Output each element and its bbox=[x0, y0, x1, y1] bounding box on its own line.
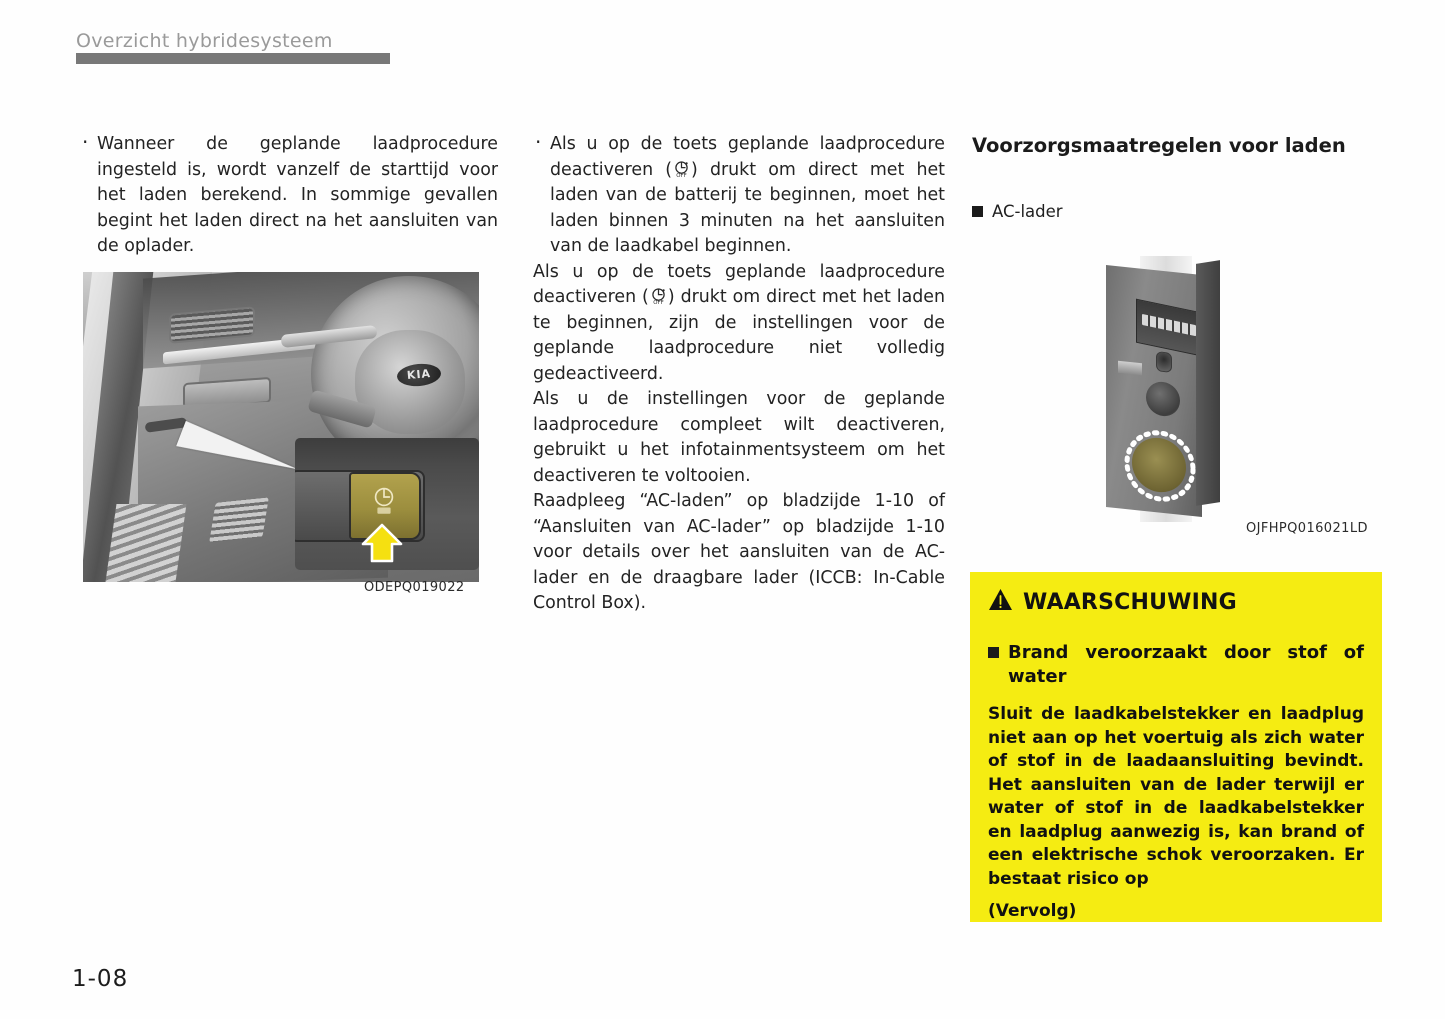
highlight-arrow-icon bbox=[359, 522, 405, 568]
square-bullet-icon bbox=[972, 206, 983, 217]
middle-para-2-text-a: Als u op de toets geplande laadprocedure deactiveren ( bbox=[533, 261, 945, 307]
header-rule bbox=[76, 53, 390, 64]
warning-bullet bbox=[988, 641, 1364, 689]
sub-heading-label: AC-lader bbox=[992, 202, 1063, 221]
column-right bbox=[972, 132, 1384, 221]
warning-triangle-icon bbox=[988, 588, 1013, 617]
warning-bullet-label: Brand veroorzaakt door stof of water bbox=[1008, 642, 1364, 687]
charge-off-icon bbox=[369, 484, 399, 518]
charge-off-icon bbox=[672, 160, 691, 179]
middle-bullet-1 bbox=[533, 132, 945, 260]
charger-lock-icon bbox=[1156, 351, 1172, 373]
left-bullet-1: · Wanneer de geplande laadprocedure ingesteld is, wordt vanzelf de starttijd voor het laden berekend. In sommige gevallen begint het laden direct na het aansluiten van de oplader. bbox=[80, 132, 498, 260]
page-number: 1-08 bbox=[72, 966, 129, 992]
figure-caption-right: OJFHPQ016021LD bbox=[1246, 521, 1368, 536]
section-heading: Voorzorgsmaatregelen voor laden bbox=[972, 134, 1346, 157]
svg-text:OFF: OFF bbox=[676, 172, 687, 179]
charger-digits bbox=[1142, 314, 1196, 336]
pedal bbox=[209, 497, 269, 542]
svg-text:OFF: OFF bbox=[653, 300, 664, 306]
running-header bbox=[72, 30, 412, 70]
charger-card-slot bbox=[1118, 361, 1142, 376]
middle-para-2 bbox=[533, 260, 945, 388]
highlight-dotted-ring bbox=[1122, 424, 1198, 508]
warning-title-row bbox=[988, 588, 1364, 617]
warning-body-text: Sluit de laadkabelstekker en laadplug niet aan op het voertuig als zich water of stof in de laadaansluiting bevindt. Het aansluiten van de lader terwijl er water of stof in de laadkabelstekker en laadplug aanwezig is, kan brand of een elektrische schok veroorzaken. Er bestaat risico op bbox=[988, 704, 1364, 889]
warning-box bbox=[970, 572, 1382, 922]
middle-para-2-text-b: ) drukt om direct met het laden te beginnen, zijn de instellingen voor de geplande laadprocedure niet volledig gedeactiveerd. bbox=[533, 287, 945, 384]
charger-display bbox=[1136, 299, 1202, 357]
warning-title-label: WAARSCHUWING bbox=[1023, 590, 1237, 615]
door-sill bbox=[106, 504, 187, 582]
column-left bbox=[80, 132, 498, 260]
square-bullet-icon bbox=[988, 647, 999, 658]
column-middle bbox=[533, 132, 945, 617]
figure-caption-left: ODEPQ019022 bbox=[364, 580, 465, 595]
charge-off-icon bbox=[649, 287, 668, 306]
middle-bullet-1-text-a: Als u op de toets geplande laadprocedure deactiveren ( bbox=[550, 134, 945, 180]
ac-charger-station-photo bbox=[1092, 256, 1292, 522]
kia-logo: KIA bbox=[396, 362, 442, 388]
warning-continued-label: (Vervolg) bbox=[988, 901, 1077, 921]
middle-para-4: Raadpleeg “AC-laden” op bladzijde 1-10 of “Aansluiten van AC-lader” op bladzijde 1-10 voor details over het aansluiten van de AC-lader en de draagbare lader (ICCB: In-Cable Control Box). bbox=[533, 491, 945, 613]
sub-heading bbox=[972, 202, 1384, 221]
dashboard-charge-off-button-photo bbox=[83, 272, 479, 582]
charger-side-face bbox=[1196, 260, 1220, 506]
middle-bullet-1-text-b: ) drukt om direct met het laden van de batterij te beginnen, moet het laden binnen 3 minuten na het aansluiten van de laadkabel beginnen. bbox=[550, 159, 945, 256]
page-title: Overzicht hybridesysteem bbox=[76, 30, 333, 52]
inset-detail-box bbox=[295, 438, 479, 570]
middle-para-3: Als u de instellingen voor de geplande laadprocedure compleet wilt deactiveren, gebruikt u het infotainmentsysteem om het deactiveren te voltooien. bbox=[533, 389, 945, 486]
